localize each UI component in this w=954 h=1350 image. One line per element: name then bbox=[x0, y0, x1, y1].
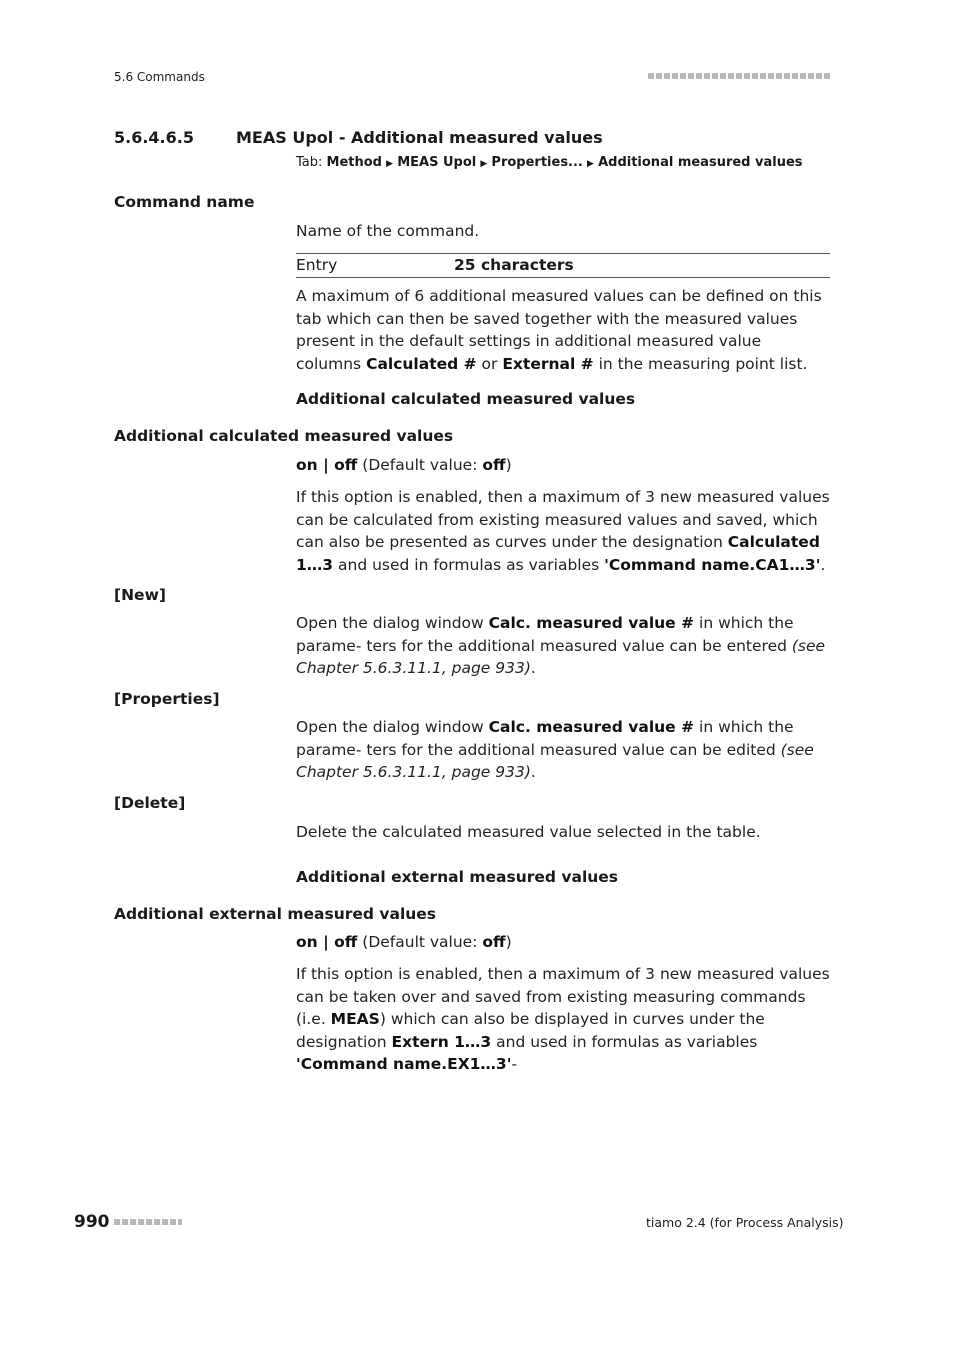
ext-default-value: on | off (Default value: off) bbox=[296, 933, 512, 951]
chapter-reference-link[interactable]: (see Chapter 5.6.3.11.1, page 933) bbox=[296, 740, 814, 781]
properties-button-description: Open the dialog window Calc. measured value # in which the parame- ters for the additional measured value can be edited (see Chapter 5.6.3.11.1, page 933). bbox=[296, 718, 814, 781]
footer-decoration-dots bbox=[114, 1219, 182, 1225]
page-number: 990 bbox=[74, 1212, 110, 1232]
ext-description: If this option is enabled, then a maximum of 3 new measured values can be taken over and saved from existing measuring commands (i.e. MEAS) which can also be displayed in curves under the designation Extern 1…3 and used in formulas as variables 'Command name.EX1…3'- bbox=[296, 965, 830, 1073]
command-name-heading: Command name bbox=[114, 193, 255, 211]
arrow-right-icon: ▶ bbox=[587, 159, 594, 169]
arrow-right-icon: ▶ bbox=[386, 159, 394, 169]
ext-heading: Additional external measured values bbox=[114, 905, 437, 923]
entry-table bbox=[296, 253, 830, 278]
section-number: 5.6.4.6.5 bbox=[114, 128, 194, 147]
ext-subheading: Additional external measured values bbox=[296, 868, 619, 886]
command-name-description: Name of the command. bbox=[296, 222, 480, 240]
delete-button-description: Delete the calculated measured value selected in the table. bbox=[296, 823, 761, 841]
tab-path-additional: Additional measured values bbox=[598, 155, 803, 170]
header-decoration-dots bbox=[648, 73, 830, 79]
tab-path-prefix: Tab: bbox=[296, 155, 327, 170]
tab-path-properties: Properties... bbox=[491, 155, 583, 170]
tab-path bbox=[296, 155, 803, 170]
calc-subheading: Additional calculated measured values bbox=[296, 390, 636, 408]
tab-path-method: Method bbox=[326, 155, 382, 170]
new-button-description: Open the dialog window Calc. measured value # in which the parame- ters for the additional measured value can be entered (see Chapter 5.6.3.11.1, page 933). bbox=[296, 614, 826, 677]
entry-label: Entry bbox=[296, 256, 338, 274]
properties-button-heading: [Properties] bbox=[114, 690, 220, 708]
calc-description: If this option is enabled, then a maximum of 3 new measured values can be calculated from existing measured values and saved, which can also be presented as curves under the designation Calculated 1…3 and used in formulas as variables 'Command name.CA1…3'. bbox=[296, 488, 830, 574]
entry-value: 25 characters bbox=[454, 256, 574, 274]
footer-product: tiamo 2.4 (for Process Analysis) bbox=[646, 1215, 844, 1230]
running-header-section: 5.6 Commands bbox=[114, 70, 205, 84]
chapter-reference-link[interactable]: (see Chapter 5.6.3.11.1, page 933) bbox=[296, 636, 826, 677]
intro-paragraph: A maximum of 6 additional measured values can be defined on this tab which can then be saved together with the measured values present in the default settings in additional measured value columns Calculated # or External # in the measuring point list. bbox=[296, 287, 822, 373]
delete-button-heading: [Delete] bbox=[114, 794, 186, 812]
tab-path-meas-upol: MEAS Upol bbox=[397, 155, 477, 170]
calc-default-value: on | off (Default value: off) bbox=[296, 456, 512, 474]
new-button-heading: [New] bbox=[114, 586, 166, 604]
section-title: MEAS Upol - Additional measured values bbox=[236, 128, 603, 147]
calc-heading: Additional calculated measured values bbox=[114, 427, 454, 445]
arrow-right-icon: ▶ bbox=[480, 159, 488, 169]
